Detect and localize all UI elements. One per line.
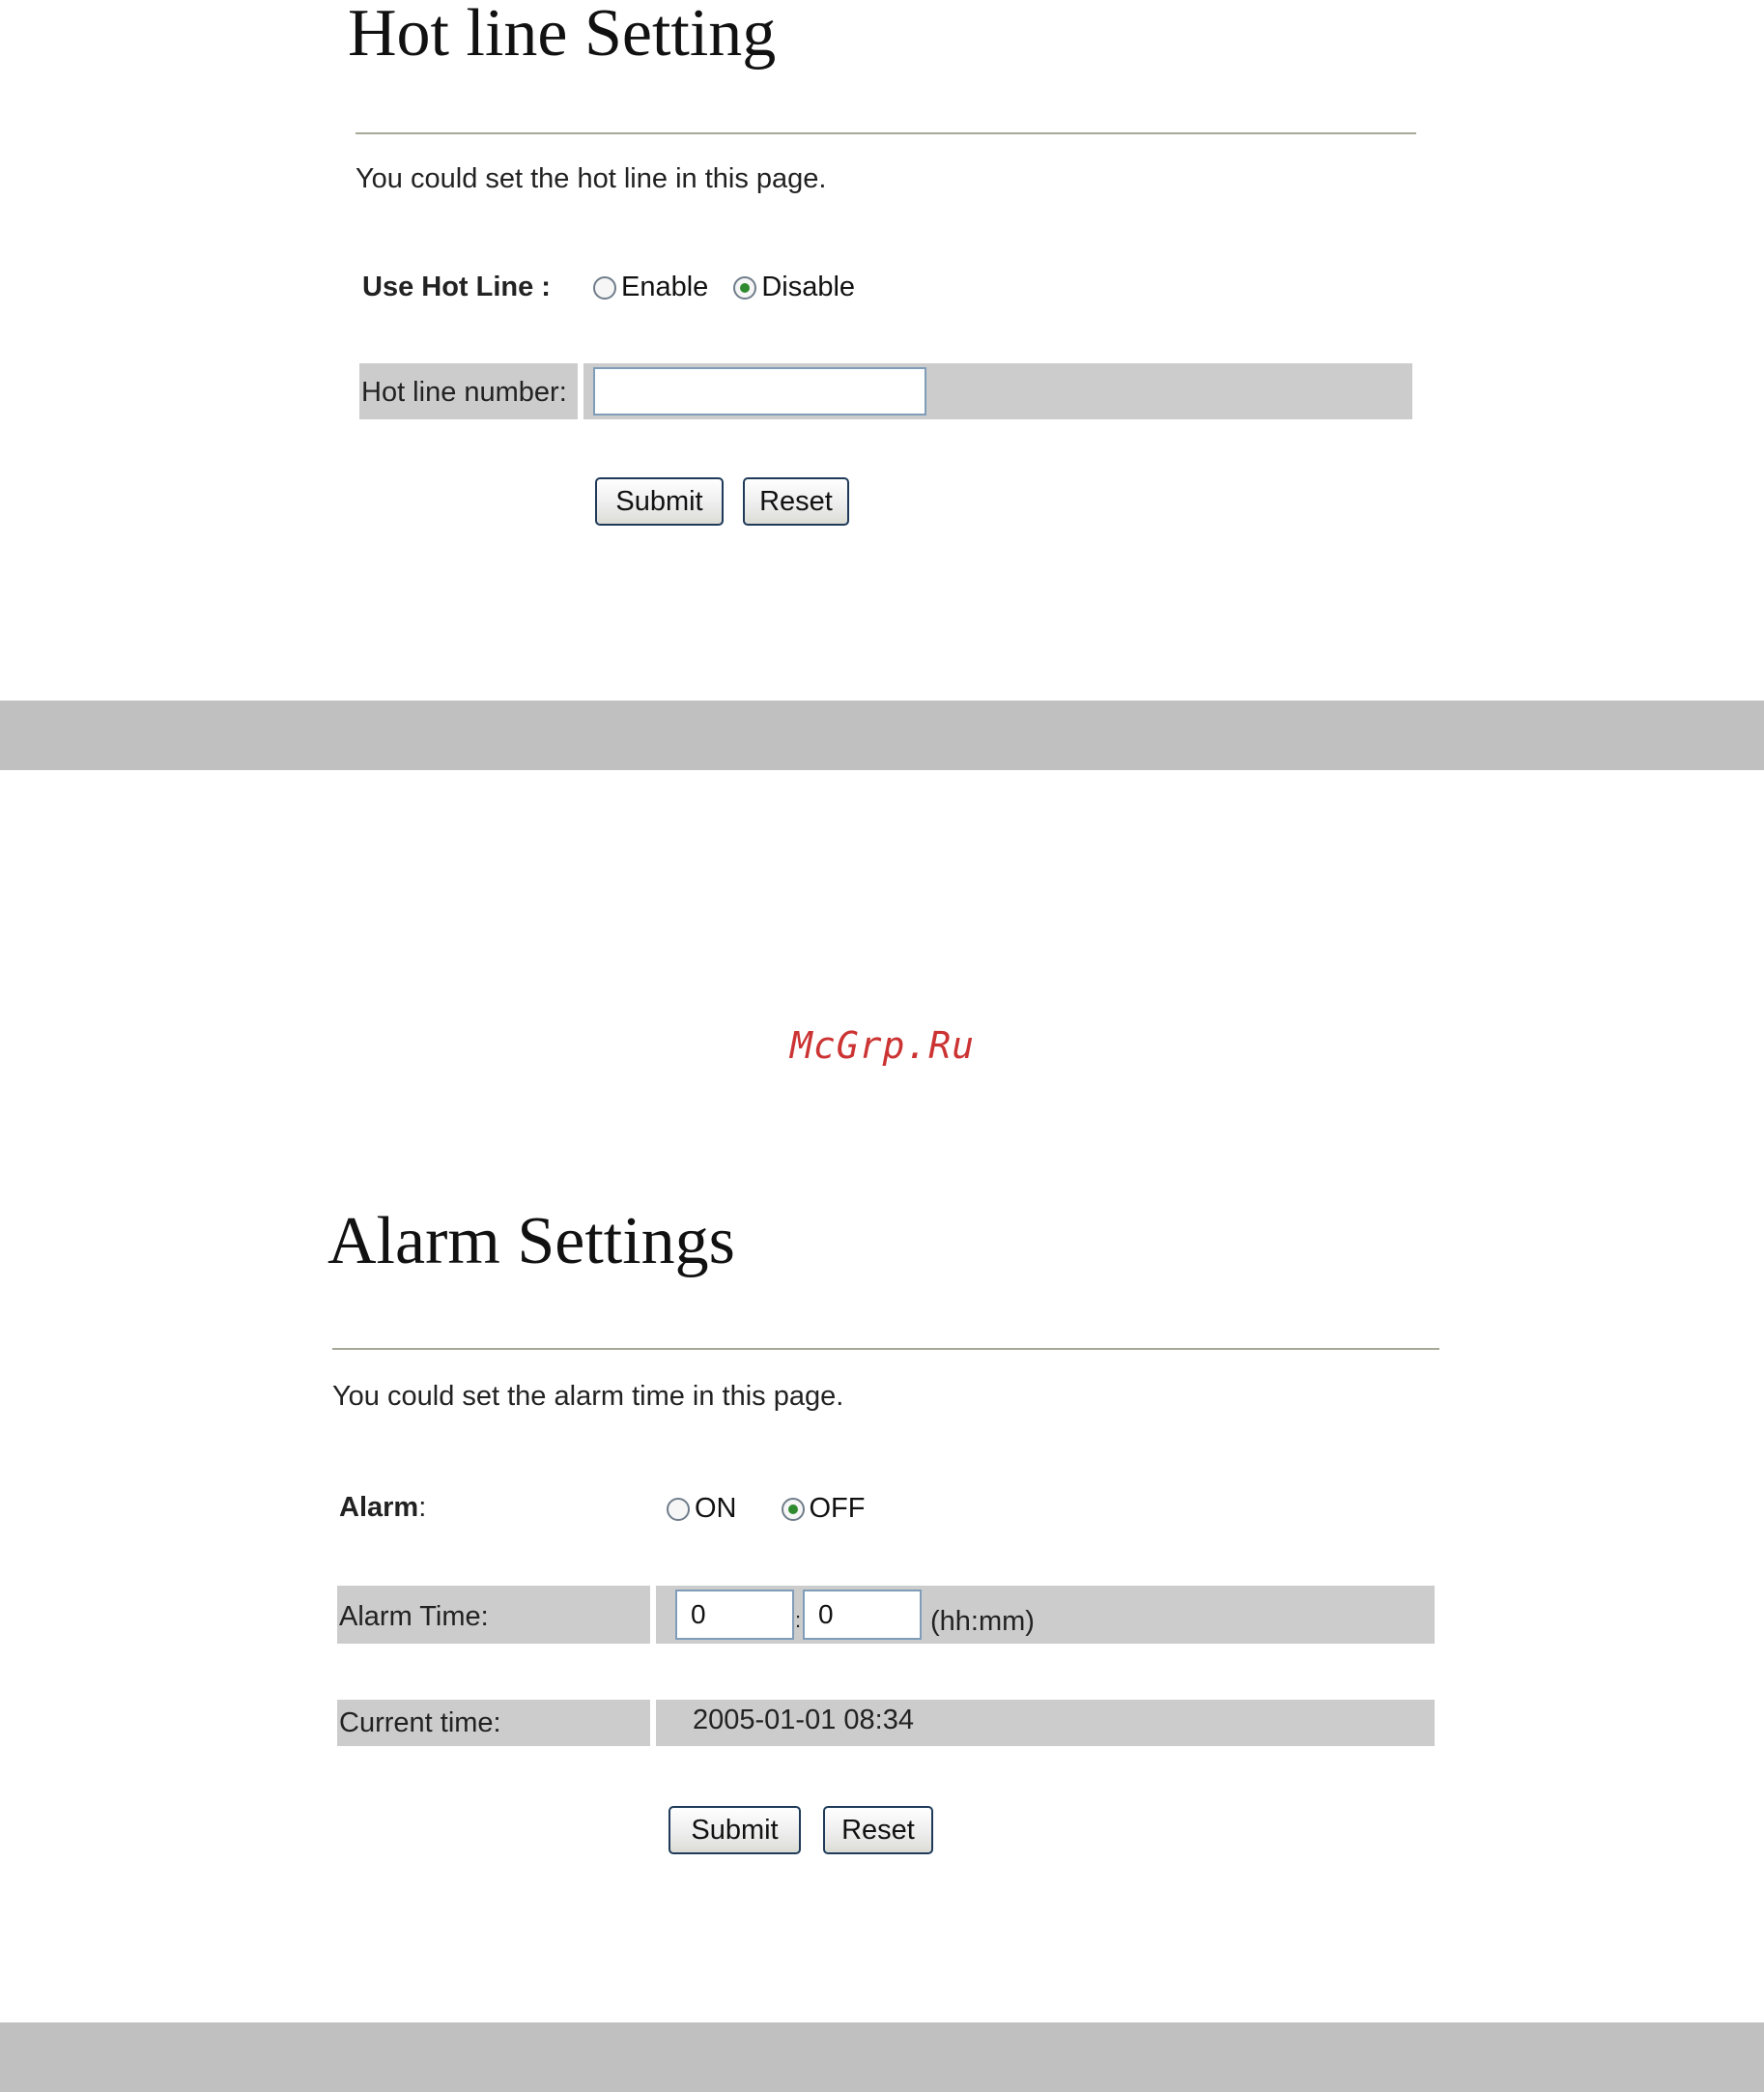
hotline-disable-option[interactable] — [733, 272, 855, 303]
hotline-enable-label: Enable — [621, 272, 709, 302]
alarm-page-title: Alarm Settings — [327, 1204, 735, 1278]
hotline-number-label: Hot line number: — [361, 377, 567, 408]
time-format-hint: (hh:mm) — [930, 1606, 1035, 1637]
hotline-reset-button[interactable]: Reset — [743, 477, 849, 526]
current-time-value: 2005-01-01 08:34 — [693, 1705, 914, 1735]
alarm-hour-input[interactable] — [675, 1590, 794, 1640]
alarm-time-label: Alarm Time: — [339, 1601, 489, 1632]
alarm-description: You could set the alarm time in this page. — [332, 1381, 844, 1412]
radio-selected-dot — [788, 1505, 798, 1514]
time-separator: : — [795, 1608, 802, 1632]
alarm-off-radio[interactable] — [782, 1498, 805, 1521]
hotline-enable-radio[interactable] — [593, 276, 616, 300]
current-time-label: Current time: — [339, 1707, 501, 1738]
use-hotline-label: Use Hot Line : — [362, 272, 551, 302]
alarm-label: Alarm: — [339, 1492, 427, 1523]
hotline-submit-button[interactable]: Submit — [595, 477, 724, 526]
hotline-description: You could set the hot line in this page. — [356, 163, 827, 194]
hotline-number-input[interactable] — [593, 367, 926, 416]
alarm-radio-group — [667, 1493, 866, 1525]
alarm-on-radio[interactable] — [667, 1498, 690, 1521]
alarm-divider — [332, 1348, 1439, 1350]
alarm-on-label: ON — [695, 1493, 737, 1524]
alarm-reset-button[interactable]: Reset — [823, 1806, 933, 1854]
use-hotline-radio-group — [593, 272, 855, 303]
alarm-off-option[interactable] — [782, 1493, 866, 1525]
hotline-divider — [356, 132, 1416, 134]
alarm-submit-button[interactable]: Submit — [669, 1806, 801, 1854]
section-separator-bar — [0, 701, 1764, 770]
alarm-on-option[interactable] — [667, 1493, 737, 1525]
alarm-off-label: OFF — [809, 1493, 866, 1524]
hotline-disable-label: Disable — [761, 272, 856, 302]
radio-selected-dot — [740, 283, 750, 293]
hotline-disable-radio[interactable] — [733, 276, 756, 300]
hotline-page-title: Hot line Setting — [348, 0, 777, 71]
alarm-minute-input[interactable] — [803, 1590, 922, 1640]
bottom-separator-bar — [0, 2022, 1764, 2092]
hotline-enable-option[interactable] — [593, 272, 708, 303]
watermark-text: McGrp.Ru — [790, 1024, 976, 1067]
